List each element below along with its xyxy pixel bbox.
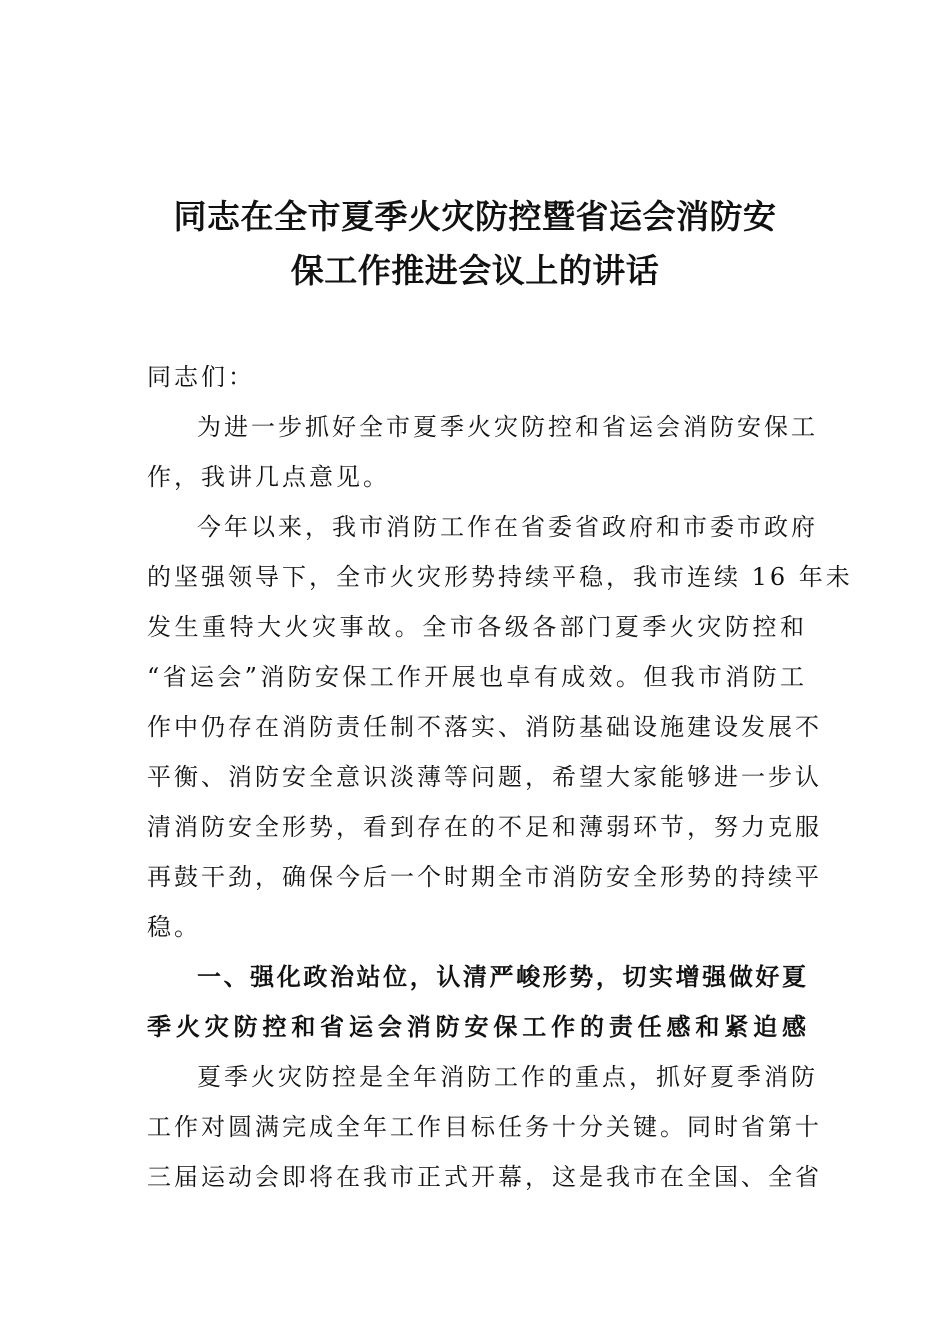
heading-line: 季火灾防控和省运会消防安保工作的责任感和紧迫感	[147, 1013, 807, 1041]
paragraph-line: 作中仍存在消防责任制不落实、消防基础设施建设发展不	[147, 713, 822, 741]
salutation	[147, 352, 807, 402]
paragraph-line: “省运会”消防安保工作开展也卓有成效。但我市消防工	[147, 663, 807, 691]
paragraph-line: 作，我讲几点意见。	[147, 463, 390, 491]
salutation-line: 同志们：	[147, 363, 255, 391]
section-heading-1	[147, 952, 807, 1052]
paragraph-line: 工作对圆满完成全年工作目标任务十分关键。同时省第十	[147, 1113, 822, 1141]
paragraph-line: 稳。	[147, 913, 201, 941]
title-line-1: 同志在全市夏季火灾防控暨省运会消防安	[173, 197, 777, 236]
document-title	[140, 190, 810, 298]
paragraph-line: 为进一步抓好全市夏季火灾防控和省运会消防安保工	[197, 413, 818, 441]
paragraph-intro	[147, 402, 818, 502]
paragraph-line: 的坚强领导下，全市火灾形势持续平稳，我市连续 16 年未	[147, 563, 853, 591]
document-body	[147, 352, 853, 1202]
paragraph-line: 三届运动会即将在我市正式开幕，这是我市在全国、全省	[147, 1163, 822, 1191]
paragraph-line: 再鼓干劲，确保今后一个时期全市消防安全形势的持续平	[147, 863, 822, 891]
paragraph-line: 夏季火灾防控是全年消防工作的重点，抓好夏季消防	[197, 1063, 818, 1091]
paragraph-line: 清消防安全形势，看到存在的不足和薄弱环节，努力克服	[147, 813, 822, 841]
title-line-2: 保工作推进会议上的讲话	[290, 251, 660, 290]
paragraph-line: 平衡、消防安全意识淡薄等问题，希望大家能够进一步认	[147, 763, 822, 791]
paragraph-section-1	[147, 1052, 822, 1202]
paragraph-situation	[147, 502, 853, 952]
paragraph-line: 今年以来，我市消防工作在省委省政府和市委市政府	[197, 513, 818, 541]
paragraph-line: 发生重特大火灾事故。全市各级各部门夏季火灾防控和	[147, 613, 807, 641]
heading-line: 一、强化政治站位，认清严峻形势，切实增强做好夏	[197, 963, 807, 991]
